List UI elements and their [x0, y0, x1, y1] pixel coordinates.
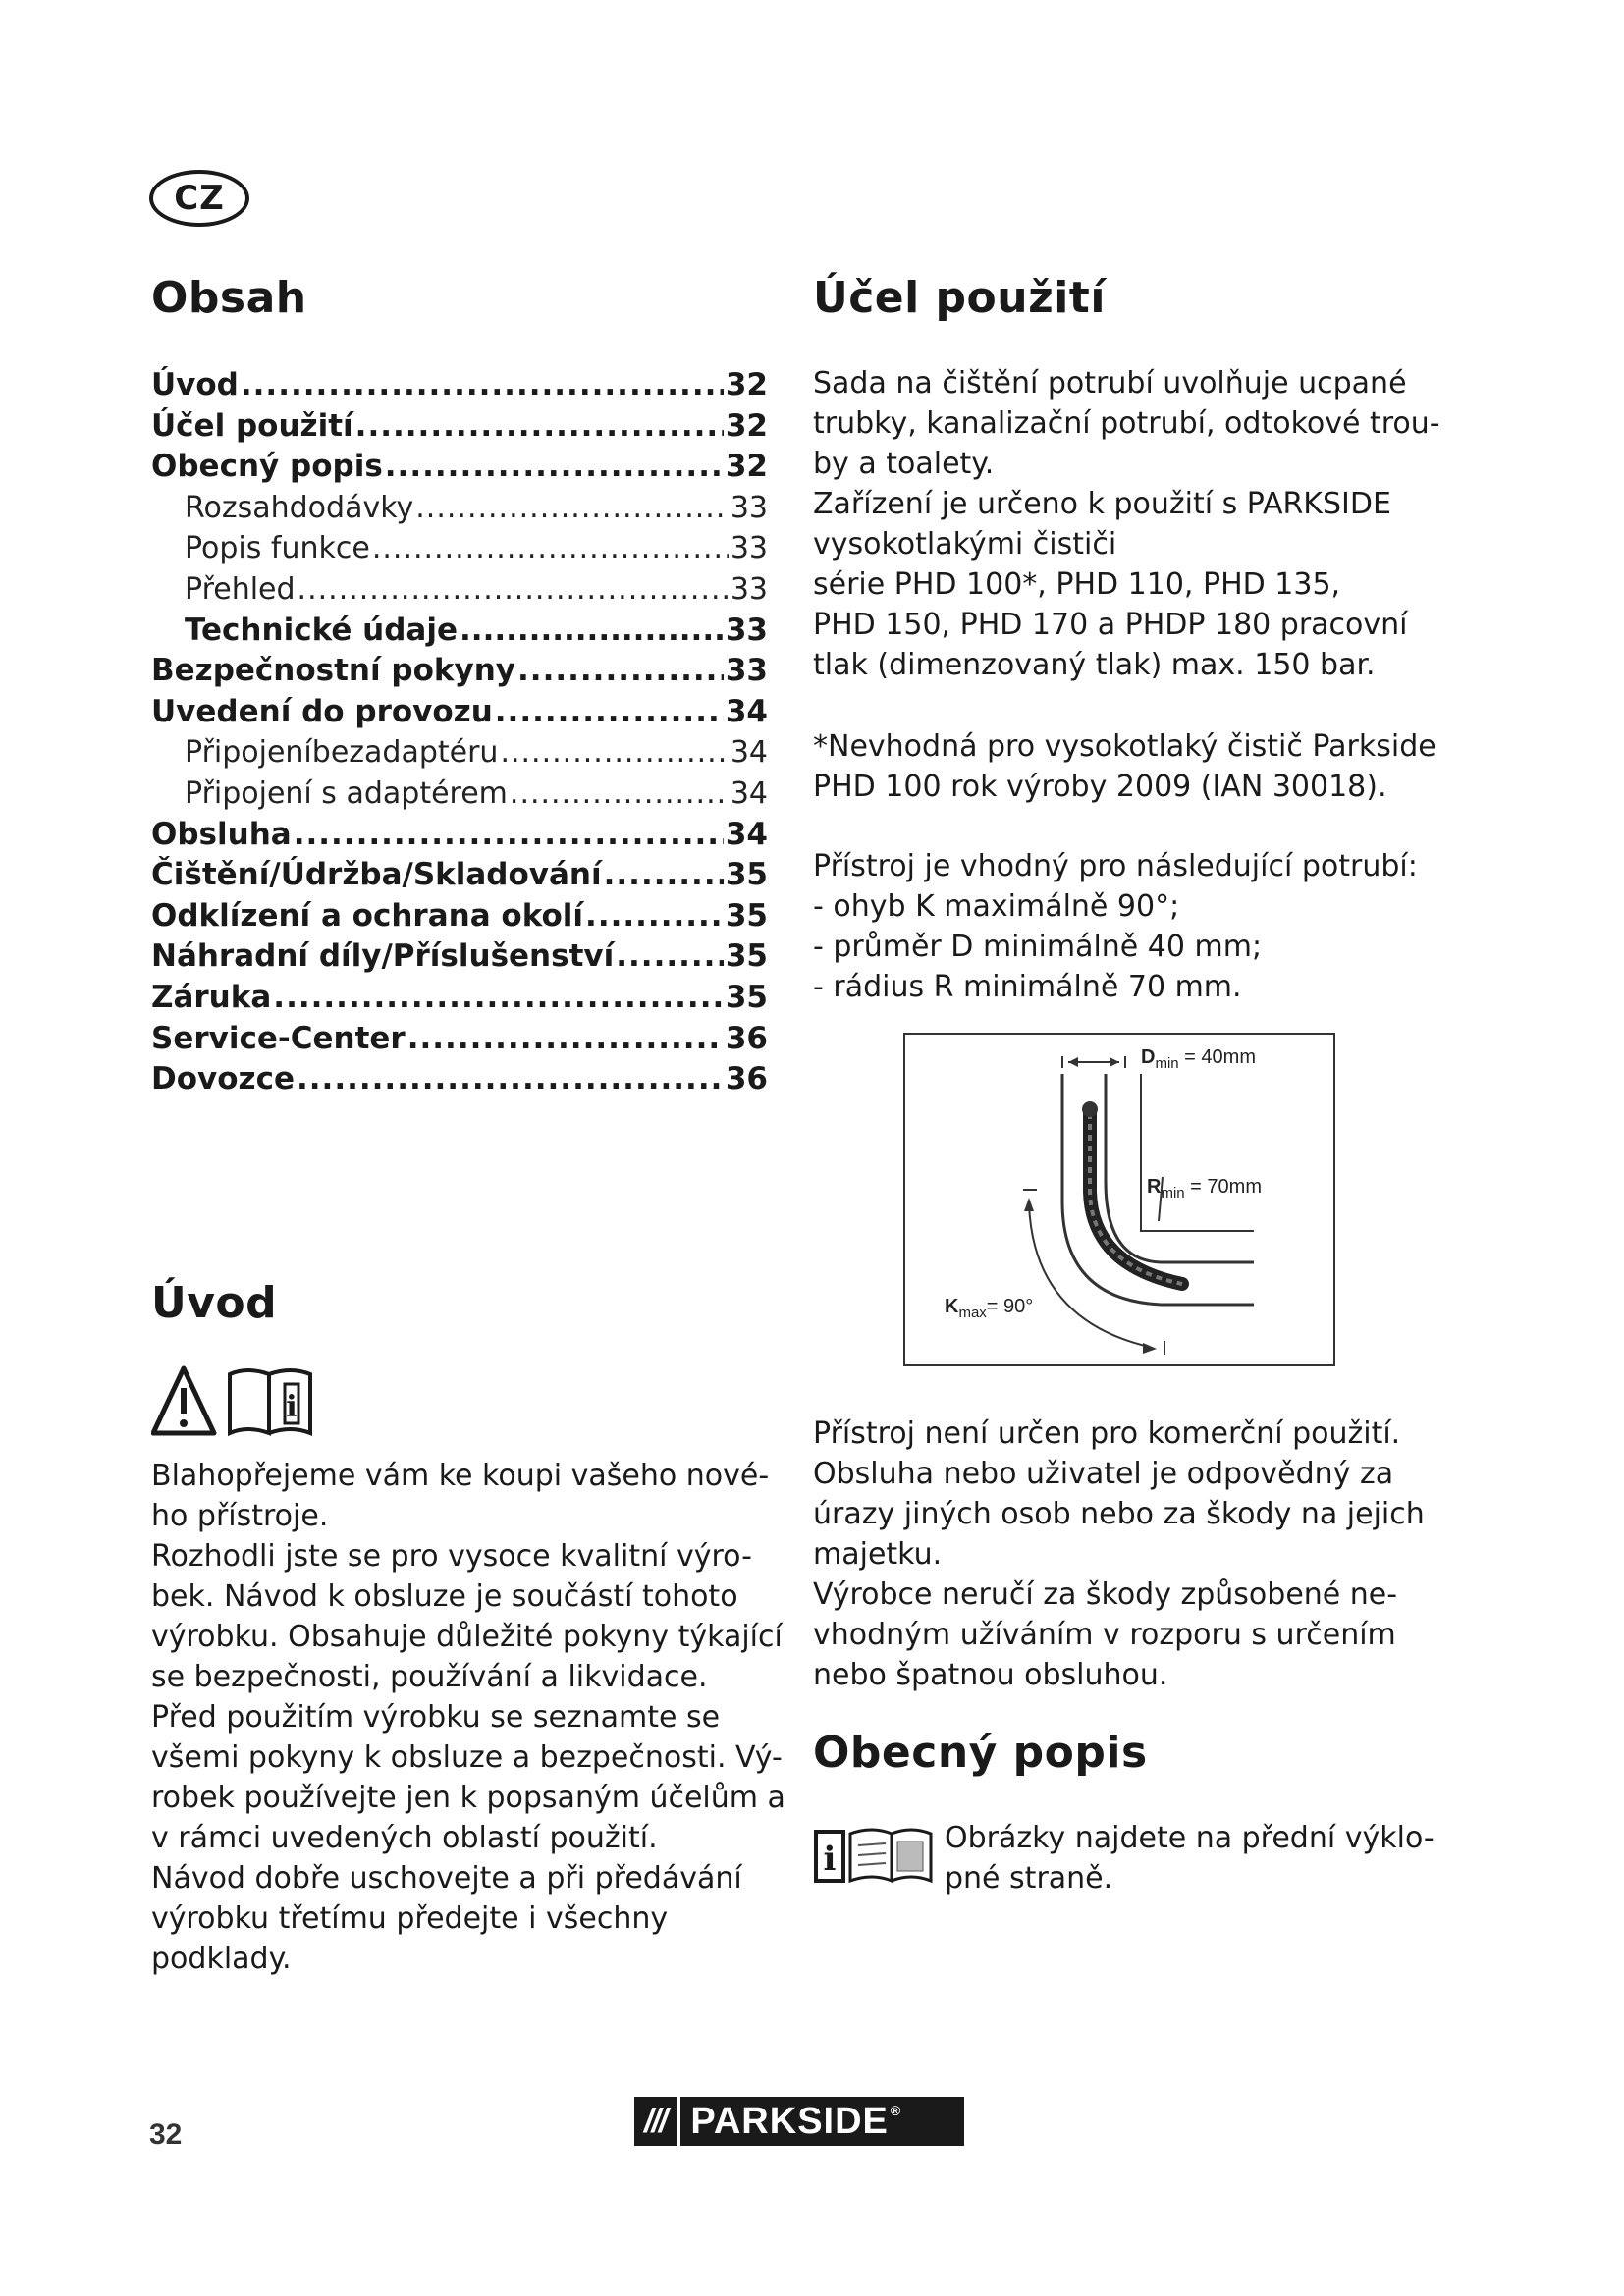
text-line: série PHD 100*, PHD 110, PHD 135,: [813, 567, 1341, 602]
toc-leader-dots: [297, 1059, 724, 1100]
toc-entry-label: Účel použití: [151, 407, 353, 444]
parkside-logo: [634, 2097, 964, 2146]
toc-leader-dots: [372, 528, 729, 569]
purpose-heading: Účel použití: [813, 273, 1106, 323]
toc-entry: [151, 732, 768, 774]
toc-entry-page: 35: [725, 979, 768, 1015]
radius-label: $R_{min} = 70mm$: [1147, 1176, 1262, 1201]
toc-entry-label: Bezpečnostní pokyny: [151, 653, 516, 689]
toc-entry: [151, 978, 768, 1019]
toc-entry-page: 36: [725, 1020, 768, 1056]
text-line: pné straně.: [945, 1861, 1113, 1896]
toc-entry-page: 32: [725, 407, 768, 444]
toc-leader-dots: [273, 978, 724, 1019]
toc-leader-dots: [241, 365, 724, 406]
purpose-paragraph-2: [813, 726, 1436, 807]
intro-text: [151, 1456, 785, 1979]
text-line: Obsluha nebo uživatel je odpovědný za: [813, 1457, 1394, 1491]
toc-entry-label: Popis funkce: [185, 531, 370, 566]
text-line: - rádius R minimálně 70 mm.: [813, 970, 1242, 1004]
toc-leader-dots: [517, 651, 724, 692]
toc-leader-dots: [298, 569, 729, 611]
text-line: Přístroj je vhodný pro následující potrubí:: [813, 849, 1418, 883]
purpose-paragraph-1: [813, 363, 1440, 685]
info-book-icon-wrapper: [813, 1824, 935, 1887]
toc-leader-dots: [500, 732, 728, 774]
text-line: výrobku. Obsahuje důležité pokyny týkající: [151, 1620, 783, 1654]
toc-entry-label: Obecný popis: [151, 449, 383, 485]
toc-entry-label: Přehled: [185, 571, 296, 607]
toc-entry: [151, 611, 768, 652]
toc-leader-dots: [415, 488, 729, 529]
toc-entry: [151, 528, 768, 569]
toc-entry-page: 34: [725, 816, 768, 852]
text-line: bek. Návod k obsluze je součástí tohoto: [151, 1579, 738, 1614]
toc-entry-page: 32: [725, 449, 768, 485]
svg-text:i: i: [823, 1840, 837, 1879]
toc-entry: [151, 1059, 768, 1100]
toc-entry: [151, 774, 768, 815]
text-line: trubky, kanalizační potrubí, odtokové trou-: [813, 406, 1440, 441]
purpose-paragraph-3: [813, 846, 1418, 1007]
toc-entry: [151, 569, 768, 611]
toc-entry: [151, 815, 768, 856]
toc-entry: [151, 896, 768, 937]
text-line: PHD 100 rok výroby 2009 (IAN 30018).: [813, 770, 1387, 804]
toc-entry: [151, 855, 768, 896]
toc-entry: [151, 651, 768, 692]
toc-entry-page: 34: [725, 693, 768, 729]
toc-entry: [151, 365, 768, 406]
toc-entry-page: 34: [730, 735, 768, 771]
language-badge: CZ: [149, 170, 249, 227]
toc-entry-label: Odklízení a ochrana okolí: [151, 897, 584, 934]
table-of-contents: [151, 365, 768, 1100]
pipe-bend-diagram: [903, 1033, 1335, 1366]
toc-entry-label: Čištění/Údržba/Skladování: [151, 857, 602, 893]
toc-leader-dots: [385, 447, 724, 488]
text-line: Sada na čištění potrubí uvolňuje ucpané: [813, 366, 1407, 400]
diameter-label: $D_{min} = 40mm$: [1141, 1046, 1256, 1072]
general-description-heading: Obecný popis: [813, 1728, 1148, 1778]
logo-slashes: ///: [644, 2102, 667, 2140]
text-line: v rámci uvedených oblastí použití.: [151, 1821, 658, 1855]
toc-entry-label: Úvod: [151, 367, 239, 402]
toc-entry-page: 35: [725, 938, 768, 975]
toc-entry-label: Připojení s adaptérem: [185, 775, 508, 811]
text-line: ho přístroje.: [151, 1499, 329, 1533]
toc-entry-label: Rozsahdodávky: [185, 490, 414, 525]
text-line: nebo špatnou obsluhou.: [813, 1658, 1168, 1692]
toc-entry-page: 35: [725, 897, 768, 934]
toc-entry: [151, 936, 768, 978]
toc-entry-page: 33: [725, 653, 768, 689]
text-line: - průměr D minimálně 40 mm;: [813, 930, 1263, 964]
text-line: Před použitím výrobku se seznamte se: [151, 1700, 721, 1735]
text-line: výrobku třetímu předejte i všechny: [151, 1901, 669, 1936]
toc-entry-label: Service-Center: [151, 1020, 406, 1056]
page-number: 32: [149, 2118, 183, 2151]
toc-entry-label: Náhradní díly/Příslušenství: [151, 938, 615, 975]
toc-leader-dots: [585, 896, 724, 937]
text-line: tlak (dimenzovaný tlak) max. 150 bar.: [813, 648, 1376, 682]
text-line: Zařízení je určeno k použití s PARKSIDE: [813, 487, 1391, 521]
text-line: vysokotlakými čističi: [813, 527, 1117, 561]
logo-brand: PARKSIDE: [690, 2100, 889, 2142]
toc-entry-label: Záruka: [151, 979, 272, 1015]
text-line: robek používejte jen k popsaným účelům a: [151, 1781, 785, 1815]
svg-text:i: i: [286, 1390, 298, 1424]
toc-entry: [151, 1019, 768, 1060]
toc-entry-label: Obsluha: [151, 816, 292, 852]
toc-leader-dots: [616, 936, 724, 978]
text-line: - ohyb K maximálně 90°;: [813, 889, 1180, 924]
text-line: Rozhodli jste se pro vysoce kvalitní výro-: [151, 1539, 752, 1574]
toc-entry-label: Dovozce: [151, 1061, 295, 1097]
info-book-icon: [813, 1824, 935, 1887]
intro-heading: Úvod: [151, 1278, 278, 1328]
text-line: PHD 150, PHD 170 a PHDP 180 pracovní: [813, 608, 1408, 642]
toc-leader-dots: [460, 611, 724, 652]
toc-entry-page: 33: [730, 490, 768, 525]
text-line: úrazy jiných osob nebo za škody na jejich: [813, 1497, 1425, 1531]
text-line: *Nevhodná pro vysokotlaký čistič Parkside: [813, 729, 1436, 764]
toc-entry-page: 35: [725, 857, 768, 893]
text-line: Blahopřejeme vám ke koupi vašeho nové-: [151, 1459, 770, 1493]
toc-leader-dots: [510, 774, 729, 815]
warning-read-manual-icon: [151, 1364, 338, 1439]
toc-leader-dots: [604, 855, 724, 896]
text-line: by a toalety.: [813, 447, 995, 481]
logo-registered-mark: ®: [890, 2103, 901, 2118]
bend-angle-label: $K_{max}= 90^\circ$: [945, 1296, 1034, 1321]
text-line: Návod dobře uschovejte a při předávání: [151, 1861, 742, 1896]
text-line: podklady.: [151, 1942, 292, 1976]
toc-heading: Obsah: [151, 273, 307, 323]
toc-entry-page: 33: [725, 612, 768, 648]
toc-entry: [151, 447, 768, 488]
text-line: Výrobce neručí za škody způsobené ne-: [813, 1577, 1398, 1612]
toc-entry: [151, 406, 768, 448]
text-line: majetku.: [813, 1537, 943, 1572]
toc-entry-label: Technické údaje: [185, 612, 459, 648]
toc-entry: [151, 488, 768, 529]
purpose-paragraph-4: [813, 1414, 1425, 1695]
text-line: všemi pokyny k obsluze a bezpečnosti. Vý-: [151, 1740, 783, 1775]
text-line: se bezpečnosti, používání a likvidace.: [151, 1660, 708, 1694]
toc-entry-page: 32: [725, 367, 768, 402]
toc-leader-dots: [294, 815, 724, 856]
toc-entry-page: 36: [725, 1061, 768, 1097]
text-line: Přístroj není určen pro komerční použití.: [813, 1416, 1401, 1451]
text-line: vhodným užíváním v rozporu s určením: [813, 1618, 1396, 1652]
toc-entry: [151, 692, 768, 733]
toc-entry-label: Uvedení do provozu: [151, 693, 493, 729]
toc-leader-dots: [355, 406, 724, 448]
read-manual-icon-group: [151, 1364, 338, 1439]
toc-leader-dots: [495, 692, 724, 733]
general-description-text: [945, 1818, 1435, 1898]
toc-entry-page: 34: [730, 775, 768, 811]
toc-leader-dots: [407, 1019, 724, 1060]
toc-entry-page: 33: [730, 531, 768, 566]
toc-entry-label: Připojeníbezadaptéru: [185, 735, 499, 771]
toc-entry-page: 33: [730, 571, 768, 607]
text-line: Obrázky najdete na přední výklo-: [945, 1821, 1435, 1855]
